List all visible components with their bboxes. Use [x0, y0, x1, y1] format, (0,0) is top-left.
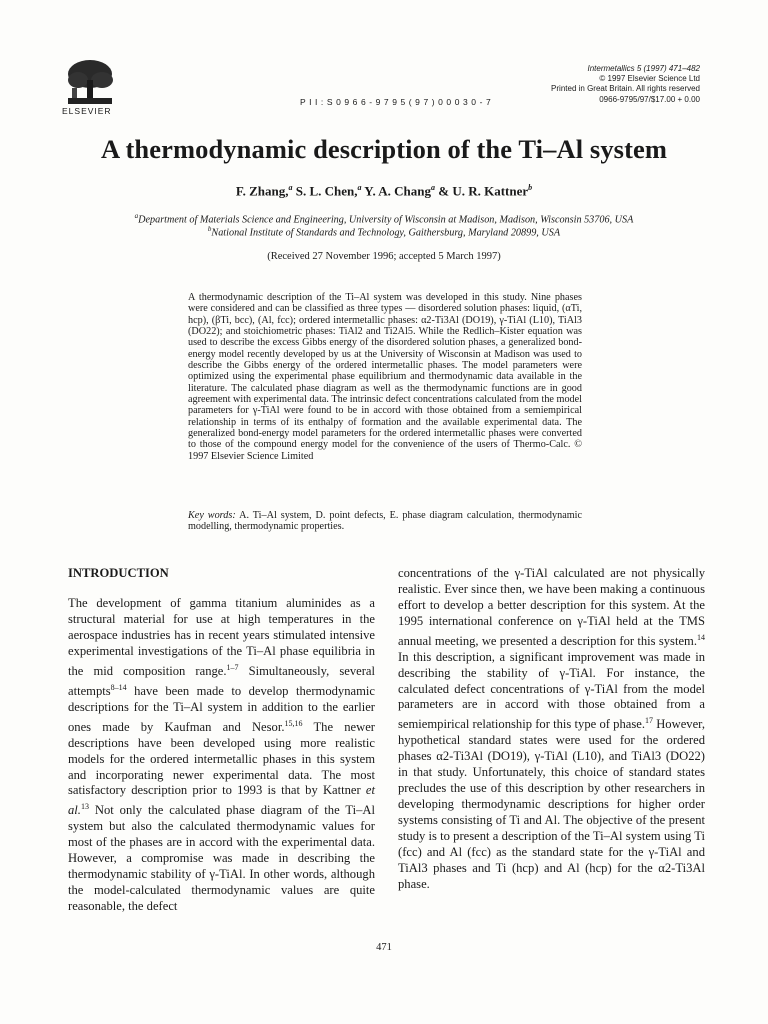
journal-citation: Intermetallics 5 (1997) 471–482	[587, 64, 700, 73]
issn-line: 0966-9795/97/$17.00 + 0.00	[599, 94, 700, 104]
abstract: A thermodynamic description of the Ti–Al system was developed in this study. Nine phases were considered and can be classified as three types — disordered solution phases: liquid, (αTi, hcp), (βTi, bcc), (Al, fcc); ordered intermetallic phases: α2-Ti3Al (DO19), γ-TiAl (L10), TiAl3 (DO22); and stoichiometric phases: TiAl2 and Ti2Al5. While the Redlich–Kister equation was used to describe the excess Gibbs energy of the disordered solution phases, a generalized bond-energy model recently developed by us at the University of Wisconsin at Madison was used to describe the Gibbs energy of the ordered intermetallic phases. The model parameters were optimized using the experimental phase equilibrium and thermodynamic data available in the literature. The calculated phase diagram as well as the thermodynamic functions are in good agreement with experimental data. The intrinsic defect concentrations calculated from the model parameters for γ-TiAl were found to be in accord with those obtained from a semiempirical relationship in terms of its enthalpy of formation and the available experimental data. The generalized bond-energy model parameters for the ordered intermetallic phases were converted to those of the compound energy model for the convenience of the users of Thermo-Calc. © 1997 Elsevier Science Limited	[188, 292, 582, 462]
printed-line: Printed in Great Britain. All rights reserved	[551, 84, 700, 94]
author-name: & U. R. Kattner	[438, 183, 529, 199]
pii-code: P I I : S 0 9 6 6 - 9 7 9 5 ( 9 7 ) 0 0 0 3 0 - 7	[300, 97, 492, 107]
publisher-name: ELSEVIER	[62, 106, 112, 116]
text-run: concentrations of the γ-TiAl calculated are not physically realistic. Ever since then, we have been making a continuous effort to develop a better description for this system. At the 1995 international conference on γ-TiAl held at the TMS annual meeting, we presented a description for this system.	[398, 566, 705, 648]
paper-title: A thermodynamic description of the Ti–Al system	[100, 134, 668, 164]
left-column	[68, 566, 375, 915]
affiliation-text: Department of Materials Science and Engineering, University of Wisconsin at Madison, Madison, Wisconsin 53706, USA	[138, 214, 634, 226]
keywords	[188, 510, 582, 533]
author-name: Y. A. Chang	[364, 183, 431, 199]
affil-mark: b	[207, 225, 212, 233]
author-name: F. Zhang,	[235, 183, 289, 199]
section-heading: INTRODUCTION	[68, 566, 169, 580]
copyright-line: © 1997 Elsevier Science Ltd	[599, 74, 700, 84]
author-list	[0, 183, 768, 199]
intro-paragraph	[68, 596, 375, 915]
affil-mark: a	[288, 183, 293, 192]
author-name: S. L. Chen,	[295, 183, 358, 199]
citation-ref: 14	[697, 632, 705, 642]
affil-mark: a	[357, 183, 362, 192]
citation-ref: 13	[80, 802, 89, 812]
text-run: The newer descriptions have been developed using more realistic models for the ordered intermetallic phases in this system and incorporating newer experimental data. The most satisfactory description prior to 1993 is that by Kattner	[68, 719, 376, 798]
keywords-text: A. Ti–Al system, D. point defects, E. phase diagram calculation, thermodynamic modelling, thermodynamic properties.	[188, 510, 583, 533]
affil-mark: a	[431, 183, 435, 192]
keywords-label: Key words:	[188, 510, 236, 521]
citation-ref: 1–7	[226, 662, 239, 672]
citation-ref: 8–14	[110, 682, 127, 692]
affiliation-text: National Institute of Standards and Technology, Gaithersburg, Maryland 20899, USA	[211, 227, 561, 239]
page-number: 471	[376, 942, 392, 953]
text-run: The development of gamma titanium aluminides as a structural material for use at high temperatures in the aerospace industries has in recent years stimulated intensive experimental investigations of the Ti–Al phase equilibria in the mid composition range.	[68, 595, 375, 678]
intro-paragraph	[398, 566, 705, 893]
text-run: have been made to develop thermodynamic descriptions for the Ti–Al system in addition to the earlier ones made by Kaufman and Nesor.	[68, 683, 375, 734]
text-run: Not only the calculated phase diagram of the Ti–Al system but also the calculated thermodynamic values for most of the phases are in accord with the experimental data. However, a compromise was made in describing the thermodynamic stability of γ-TiAl. In other words, although the model-calculated thermodynamic values are quite reasonable, the defect	[68, 803, 375, 913]
citation-ref: 15,16	[284, 718, 303, 728]
received-dates: (Received 27 November 1996; accepted 5 March 1997)	[267, 251, 501, 262]
affil-mark: a	[134, 212, 139, 220]
text-run: Simultaneously, several attempts	[68, 663, 375, 698]
text-run: et al.	[68, 783, 375, 818]
citation-ref: 17	[644, 716, 653, 726]
journal-info	[440, 64, 700, 105]
affiliation-b	[0, 223, 768, 239]
affil-mark: b	[528, 183, 533, 192]
text-run: However, hypothetical standard states were used for the ordered phases α2-Ti3Al (DO19), γ-TiAl (L10), and TiAl3 (DO22) in that study. Unfortunately, this choice of standard states precludes the use of this description by other researchers in developing thermodynamic descriptions for higher order systems consisting of Ti and Al. The objective of the present study is to present a description of the Ti–Al system using Ti (fcc) and Al (fcc) as the standard state for the γ-TiAl and TiAl3 phases and Ti (hcp) and Al (hcp) for the α2-Ti3Al phase.	[398, 717, 706, 891]
right-column	[398, 566, 705, 893]
text-run: In this description, a significant improvement was made in describing the stability of γ-TiAl. For instance, the calculated defect concentrations of γ-TiAl from the model parameters are in accord with those obtained from a semiempirical relationship for this type of phase.	[398, 649, 705, 732]
elsevier-tree-logo-icon	[64, 58, 116, 108]
